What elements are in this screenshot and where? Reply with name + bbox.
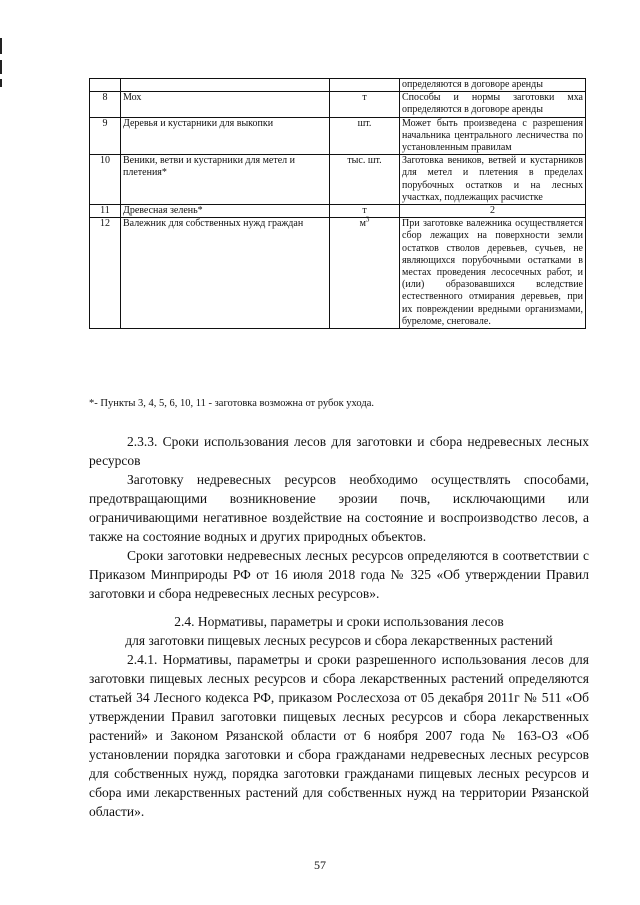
row-number: 9 [90,117,121,155]
section-heading: для заготовки пищевых лесных ресурсов и сбора лекарственных растений [125,633,553,648]
section-2-3-3 [89,432,589,603]
table-row [90,205,586,218]
table-row [90,155,586,205]
section-2-4 [89,612,589,821]
row-number [90,79,121,92]
resource-unit: тыс. шт. [330,155,400,205]
resource-note: определяются в договоре аренды [400,79,586,92]
table-row [90,79,586,92]
row-number: 8 [90,92,121,117]
resource-note: Может быть произведена с разрешения начальника центрального лесничества по установленным правилам [400,117,586,155]
margin-mark [0,38,2,54]
resource-name [121,79,330,92]
resource-unit [330,79,400,92]
unit-superscript: 3 [365,215,370,224]
page-number: 57 [314,858,326,872]
resource-unit: м [359,218,366,230]
table-row [90,218,586,329]
resource-name: Валежник для собственных нужд граждан [121,218,330,329]
resource-name: Деревья и кустарники для выкопки [121,117,330,155]
resource-unit: т [330,92,400,117]
paragraph: Заготовку недревесных ресурсов необходимо осуществлять способами, предотвращающими возникновение эрозии почв, исключающими или ограничивающими негативное воздействие на состояние и воспроизводство лесов, а также на состояние водных и других природных объектов. [89,472,589,544]
section-heading: 2.3.3. Сроки использования лесов для заготовки и сбора недревесных лесных ресурсов [89,434,589,468]
paragraph: 2.4.1. Нормативы, параметры и сроки разрешенного использования лесов для заготовки пищевых лесных ресурсов и сбора лекарственных растений определяются статьей 34 Лесного кодекса РФ, приказом Рослесхоза от 05 декабря 2011г № 511 «Об утверждении Правил заготовки пищевых лесных ресурсов и сбора лекарственных растений» и Законом Рязанской области от 6 ноября 2007 года № 163-ОЗ «Об установлении порядка заготовки и сбора гражданами недревесных лесных ресурсов для собственных нужд, порядка заготовки гражданами пищевых лесных ресурсов и сбора ими лекарственных растений для собственных нужд на территории Рязанской области». [89,652,589,819]
resource-note: При заготовке валежника осуществляется сбор лежащих на поверхности земли остатков стволов деревьев, сучьев, не являющихся порубочными остатками в местах проведения лесосечных работ, и (или) образовавшихся вследствие естественного отмирания деревьев, при их повреждении вредными организмами, буреломе, снеговале. [400,218,586,329]
resource-unit: т [330,205,400,218]
row-number: 11 [90,205,121,218]
section-heading: 2.4. Нормативы, параметры и сроки использования лесов [174,614,504,629]
resource-unit-cell [330,215,400,329]
table-row [90,117,586,155]
resource-note: 2 [400,205,586,218]
table-footnote: *- Пункты 3, 4, 5, 6, 10, 11 - заготовка возможна от рубок ухода. [89,398,374,409]
margin-mark [0,79,2,87]
row-number: 12 [90,218,121,329]
resource-note: Способы и нормы заготовки мха определяются в договоре аренды [400,92,586,117]
resource-name: Мох [121,92,330,117]
resources-table [89,78,586,329]
table-row [90,92,586,117]
resource-note: Заготовка веников, ветвей и кустарников для метел и плетения в пределах порубочных остатков и на лесных участках, подлежащих расчистке [400,155,586,205]
resource-name: Древесная зелень* [121,205,330,218]
margin-mark [0,60,2,74]
resource-unit: шт. [330,117,400,155]
paragraph: Сроки заготовки недревесных лесных ресурсов определяются в соответствии с Приказом Минприроды РФ от 16 июля 2018 года № 325 «Об утверждении Правил заготовки и сбора недревесных лесных ресурсов». [89,548,589,601]
row-number: 10 [90,155,121,205]
resource-name: Веники, ветви и кустарники для метел и плетения* [121,155,330,205]
